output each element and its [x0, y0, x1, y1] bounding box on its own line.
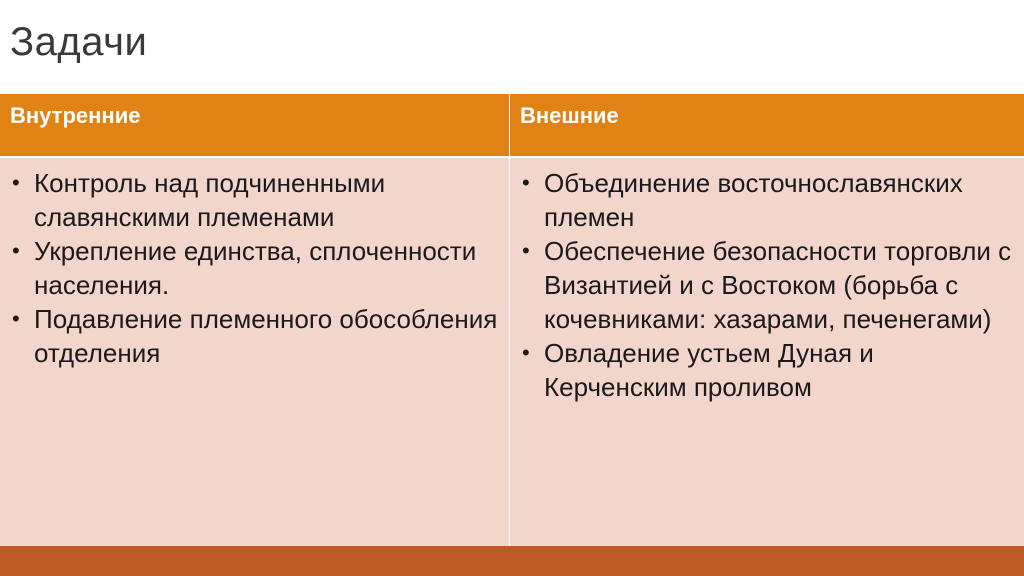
bottom-accent-bar — [0, 546, 1024, 576]
external-list — [520, 166, 1014, 404]
external-item: • Овладение устьем Дуная и Керченским проливом — [520, 336, 1014, 404]
external-cell — [510, 158, 1024, 546]
header-internal: Внутренние — [0, 94, 510, 158]
internal-item: • Укрепление единства, сплоченности населения. — [10, 234, 499, 302]
internal-item: • Подавление племенного обособления отделения — [10, 302, 499, 370]
external-item: • Объединение восточнославянских племен — [520, 166, 1014, 234]
slide-title: Задачи — [10, 20, 148, 64]
external-item: • Обеспечение безопасности торговли с Византией и с Востоком (борьба с кочевниками: хазарами, печенегами) — [520, 234, 1014, 336]
internal-item: • Контроль над подчиненными славянскими племенами — [10, 166, 499, 234]
tasks-table — [0, 94, 1024, 546]
internal-list — [10, 166, 499, 370]
internal-cell — [0, 158, 510, 546]
header-external: Внешние — [510, 94, 1024, 158]
